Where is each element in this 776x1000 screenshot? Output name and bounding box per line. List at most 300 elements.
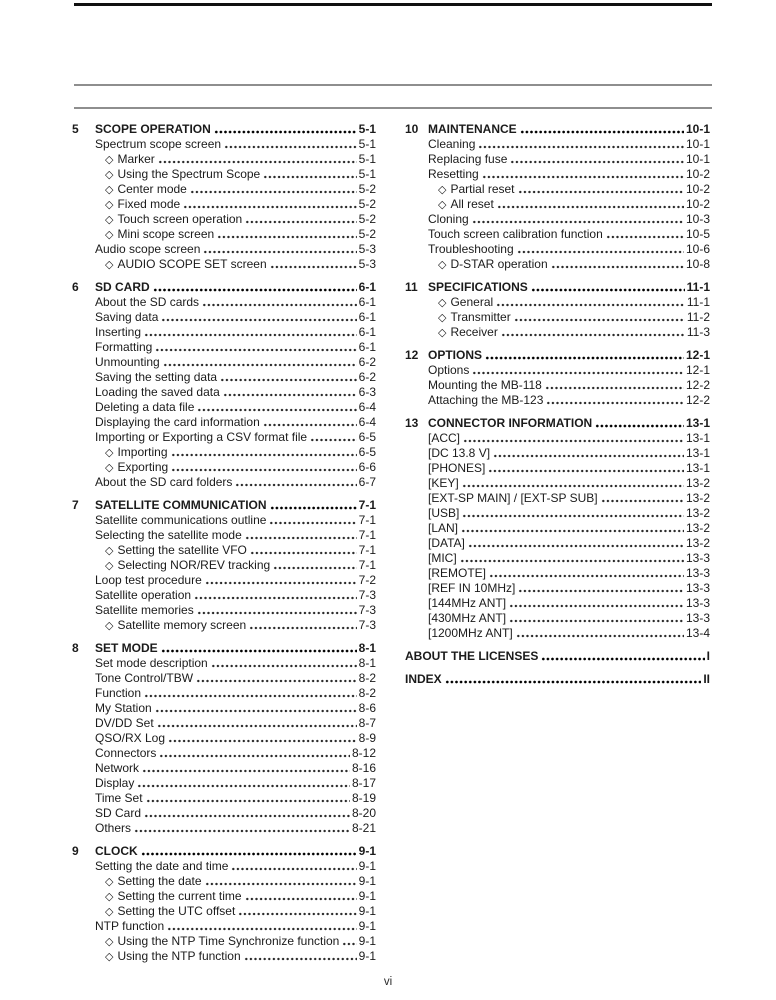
toc-entry: [405, 212, 710, 227]
entry-label: Troubleshooting: [428, 242, 514, 256]
dot-leader: [168, 731, 357, 746]
page-number: 6-4: [358, 415, 376, 429]
toc-entry: [405, 431, 710, 446]
dot-leader: [510, 152, 684, 167]
dot-leader: [249, 618, 356, 633]
page-number: 7-1: [358, 543, 376, 557]
entry-label: Touch screen calibration function: [428, 227, 603, 241]
toc-section-9: [72, 844, 376, 964]
page-number: 10-6: [685, 242, 710, 256]
dot-leader: [163, 355, 357, 370]
entry-label: Audio scope screen: [95, 242, 201, 256]
toc-section-8: [72, 641, 376, 836]
entry-label: Deleting a data file: [95, 400, 195, 414]
toc-entry: [72, 212, 376, 227]
entry-label: Setting the current time: [117, 889, 242, 903]
page-number: 12-1: [685, 363, 710, 377]
entry-label: Selecting the satellite mode: [95, 528, 242, 542]
diamond-icon: ◇: [105, 545, 114, 557]
dot-leader: [238, 904, 356, 919]
toc-entry: [405, 137, 710, 152]
chapter-title: CONNECTOR INFORMATION: [428, 416, 593, 430]
toc-entry: [405, 152, 710, 167]
dot-leader: [517, 242, 684, 257]
dot-leader: [516, 626, 684, 641]
diamond-icon: ◇: [438, 297, 447, 309]
dot-leader: [144, 325, 357, 340]
entry-label: Importing or Exporting a CSV format file: [95, 430, 308, 444]
page-number: 13-2: [685, 536, 710, 550]
entry-label: D-STAR operation: [450, 257, 548, 271]
entry-label: Tone Control/TBW: [95, 671, 194, 685]
page-number: 13-3: [685, 596, 710, 610]
diamond-icon: ◇: [438, 259, 447, 271]
toc-entry: [72, 460, 376, 475]
chapter-title: SPECIFICATIONS: [428, 280, 528, 294]
toc-section-7: [72, 498, 376, 633]
page-number: 8-6: [358, 701, 376, 715]
dot-leader: [196, 671, 357, 686]
toc-entry: [405, 227, 710, 242]
entry-label: Saving the setting data: [95, 370, 218, 384]
toc-entry: [72, 295, 376, 310]
toc-entry: [72, 701, 376, 716]
page-number: 10-3: [685, 212, 710, 226]
entry-label: Loading the saved data: [95, 385, 220, 399]
toc-entry: [72, 904, 376, 919]
page-number: 13-1: [685, 446, 710, 460]
dot-leader: [546, 393, 684, 408]
chapter-title: MAINTENANCE: [428, 122, 517, 136]
diamond-icon: ◇: [438, 312, 447, 324]
page-number: 10-1: [685, 137, 710, 151]
chapter-title: OPTIONS: [428, 348, 483, 362]
toc-section-header: [405, 649, 710, 664]
dot-leader: [144, 806, 350, 821]
dot-leader: [518, 182, 684, 197]
entry-label: Display: [95, 776, 135, 790]
diamond-icon: ◇: [105, 891, 114, 903]
page-number: 5-1: [358, 122, 376, 136]
page-number: 10-2: [685, 197, 710, 211]
entry-label: Receiver: [450, 325, 498, 339]
entry-label: NTP function: [95, 919, 165, 933]
toc-entry: [72, 182, 376, 197]
page-number: 8-1: [358, 641, 376, 655]
dot-leader: [468, 536, 684, 551]
page-number: 13-1: [685, 431, 710, 445]
dot-leader: [159, 746, 350, 761]
page-number: 11-3: [686, 325, 710, 339]
toc-entry: [72, 806, 376, 821]
entry-label: [MIC]: [428, 551, 457, 565]
diamond-icon: ◇: [438, 184, 447, 196]
toc-entry: [405, 295, 710, 310]
chapter-number: 5: [72, 122, 79, 136]
dot-leader: [601, 491, 684, 506]
chapter-title: SCOPE OPERATION: [95, 122, 211, 136]
toc-section-12: [405, 348, 710, 408]
page-number: 5-3: [358, 257, 376, 271]
page-number: 7-3: [358, 588, 376, 602]
dot-leader: [197, 603, 357, 618]
toc-entry: [405, 521, 710, 536]
dot-leader: [161, 641, 357, 656]
diamond-icon: ◇: [438, 327, 447, 339]
diamond-icon: ◇: [105, 199, 114, 211]
toc-entry: [405, 378, 710, 393]
entry-label: Using the NTP Time Synchronize function: [117, 934, 340, 948]
toc-entry: [72, 791, 376, 806]
dot-leader: [270, 498, 357, 513]
toc-entry: [405, 242, 710, 257]
toc-entry: [72, 558, 376, 573]
page-number: 8-16: [351, 761, 376, 775]
toc-column-right: [405, 122, 710, 687]
dot-leader: [137, 776, 350, 791]
page-number: 10-1: [685, 122, 710, 136]
dot-leader: [263, 167, 356, 182]
dot-leader: [606, 227, 684, 242]
diamond-icon: ◇: [105, 462, 114, 474]
dot-leader: [478, 137, 684, 152]
toc-entry: [405, 393, 710, 408]
entry-label: [DATA]: [428, 536, 465, 550]
entry-label: Resetting: [428, 167, 479, 181]
diamond-icon: ◇: [105, 906, 114, 918]
diamond-icon: ◇: [105, 951, 114, 963]
entry-label: [DC 13.8 V]: [428, 446, 491, 460]
entry-label: Satellite memories: [95, 603, 194, 617]
page-number: 9-1: [358, 934, 376, 948]
dot-leader: [551, 257, 684, 272]
dot-leader: [541, 649, 704, 664]
page-number: 6-6: [358, 460, 376, 474]
page-number: 6-1: [358, 295, 376, 309]
page-number: II: [703, 672, 710, 686]
toc-section-header: [405, 672, 710, 687]
toc-section-10: [405, 122, 710, 272]
toc-entry: [405, 596, 710, 611]
chapter-title: SET MODE: [95, 641, 158, 655]
page-number: 8-7: [358, 716, 376, 730]
entry-label: Satellite communications outline: [95, 513, 267, 527]
page-number: 13-3: [685, 611, 710, 625]
dot-leader: [263, 415, 357, 430]
dot-leader: [342, 934, 356, 949]
toc-entry: [405, 363, 710, 378]
dot-leader: [270, 257, 357, 272]
dot-leader: [462, 506, 684, 521]
toc-entry: [72, 242, 376, 257]
toc-entry: [72, 370, 376, 385]
dot-leader: [445, 672, 702, 687]
toc-entry: [72, 889, 376, 904]
dot-leader: [463, 431, 684, 446]
toc-entry: [72, 656, 376, 671]
toc-section-header: [405, 122, 710, 137]
toc-section-header: [72, 641, 376, 656]
dot-leader: [460, 551, 684, 566]
toc-entry: [72, 528, 376, 543]
chapter-title: ABOUT THE LICENSES: [405, 649, 539, 663]
dot-leader: [245, 212, 356, 227]
entry-label: Touch screen operation: [117, 212, 243, 226]
toc-entry: [72, 874, 376, 889]
toc-section-header: [405, 416, 710, 431]
diamond-icon: ◇: [105, 876, 114, 888]
dot-leader: [183, 197, 356, 212]
diamond-icon: ◇: [105, 447, 114, 459]
page-number: 10-1: [685, 152, 710, 166]
toc-entry: [405, 566, 710, 581]
dot-leader: [497, 197, 684, 212]
page-number: 13-3: [685, 551, 710, 565]
page-number: 5-1: [358, 152, 376, 166]
entry-label: AUDIO SCOPE SET screen: [117, 257, 267, 271]
chapter-number: 10: [405, 122, 419, 136]
dot-leader: [461, 521, 684, 536]
dot-leader: [205, 874, 357, 889]
entry-label: [LAN]: [428, 521, 459, 535]
entry-label: Partial reset: [450, 182, 515, 196]
diamond-icon: ◇: [105, 620, 114, 632]
chapter-title: INDEX: [405, 672, 442, 686]
toc-entry: [72, 385, 376, 400]
entry-label: Time Set: [95, 791, 143, 805]
page-number: 9-1: [358, 949, 376, 963]
page-number: 10-8: [685, 257, 710, 271]
toc-entry: [405, 611, 710, 626]
diamond-icon: ◇: [105, 936, 114, 948]
dot-leader: [509, 596, 684, 611]
toc-section-index: [405, 672, 710, 687]
header-rule-1: [74, 84, 712, 86]
toc-entry: [72, 137, 376, 152]
toc-entry: [72, 415, 376, 430]
page-number: 6-5: [358, 430, 376, 444]
toc-entry: [72, 543, 376, 558]
toc-entry: [405, 476, 710, 491]
entry-label: Importing: [117, 445, 168, 459]
page-number: 6-1: [358, 325, 376, 339]
toc-section-11: [405, 280, 710, 340]
page-number: 10-5: [685, 227, 710, 241]
page-number: 8-2: [358, 671, 376, 685]
dot-leader: [171, 445, 357, 460]
entry-label: Mounting the MB-118: [428, 378, 542, 392]
entry-label: Exporting: [117, 460, 169, 474]
page-footer-number: vi: [383, 976, 393, 988]
diamond-icon: ◇: [105, 169, 114, 181]
page-number: 13-4: [685, 626, 710, 640]
page-number: 8-19: [351, 791, 376, 805]
entry-label: Fixed mode: [117, 197, 181, 211]
page-number: 6-4: [358, 400, 376, 414]
dot-leader: [235, 475, 356, 490]
entry-label: Cleaning: [428, 137, 476, 151]
dot-leader: [472, 212, 684, 227]
chapter-title: SATELLITE COMMUNICATION: [95, 498, 267, 512]
page-number: 11-1: [686, 280, 710, 294]
page-number: 12-2: [685, 393, 710, 407]
page-number: 8-20: [351, 806, 376, 820]
toc-entry: [72, 746, 376, 761]
toc-entry: [72, 197, 376, 212]
page-number: I: [706, 649, 710, 663]
chapter-number: 9: [72, 844, 79, 858]
dot-leader: [472, 363, 684, 378]
entry-label: [USB]: [428, 506, 460, 520]
toc-entry: [405, 536, 710, 551]
entry-label: SD Card: [95, 806, 142, 820]
dot-leader: [205, 573, 357, 588]
toc-entry: [72, 671, 376, 686]
dot-leader: [245, 889, 357, 904]
dot-leader: [142, 761, 350, 776]
page-number: 8-2: [358, 686, 376, 700]
chapter-number: 6: [72, 280, 79, 294]
entry-label: Inserting: [95, 325, 142, 339]
toc-entry: [72, 325, 376, 340]
entry-label: Others: [95, 821, 132, 835]
dot-leader: [531, 280, 685, 295]
page-number: 7-1: [358, 513, 376, 527]
entry-label: [ACC]: [428, 431, 461, 445]
page-number: 13-2: [685, 506, 710, 520]
toc-section-about-the-licenses: [405, 649, 710, 664]
toc-entry: [72, 776, 376, 791]
diamond-icon: ◇: [438, 199, 447, 211]
dot-leader: [545, 378, 684, 393]
page-number: 7-2: [358, 573, 376, 587]
chapter-number: 8: [72, 641, 79, 655]
diamond-icon: ◇: [105, 259, 114, 271]
page-number: 5-2: [358, 182, 376, 196]
page-number: 13-1: [685, 416, 710, 430]
page-number: 13-3: [685, 581, 710, 595]
entry-label: Spectrum scope screen: [95, 137, 222, 151]
page-number: 9-1: [358, 859, 376, 873]
page-number: 6-5: [358, 445, 376, 459]
toc-entry: [405, 461, 710, 476]
toc-entry: [72, 949, 376, 964]
page-number: 7-1: [358, 498, 376, 512]
entry-label: Satellite operation: [95, 588, 192, 602]
dot-leader: [155, 701, 357, 716]
dot-leader: [144, 686, 357, 701]
entry-label: Function: [95, 686, 142, 700]
entry-label: Unmounting: [95, 355, 160, 369]
toc-entry: [405, 626, 710, 641]
toc-entry: [72, 588, 376, 603]
entry-label: Formatting: [95, 340, 153, 354]
toc-entry: [405, 167, 710, 182]
page-number: 13-2: [685, 476, 710, 490]
toc-entry: [72, 618, 376, 633]
dot-leader: [161, 310, 356, 325]
page-number: 8-9: [358, 731, 376, 745]
page-number: 7-1: [358, 558, 376, 572]
dot-leader: [493, 446, 684, 461]
toc-entry: [72, 355, 376, 370]
entry-label: Setting the satellite VFO: [117, 543, 247, 557]
entry-label: Connectors: [95, 746, 157, 760]
page-number: 9-1: [358, 844, 376, 858]
toc-section-6: [72, 280, 376, 490]
page-number: 6-1: [358, 280, 376, 294]
dot-leader: [202, 295, 357, 310]
header-rule-2: [74, 107, 712, 109]
toc-entry: [72, 821, 376, 836]
entry-label: Mini scope screen: [117, 227, 215, 241]
page-number: 9-1: [358, 889, 376, 903]
page-number: 6-1: [358, 310, 376, 324]
toc-entry: [72, 227, 376, 242]
entry-label: Attaching the MB-123: [428, 393, 544, 407]
toc-entry: [72, 859, 376, 874]
entry-label: Replacing fuse: [428, 152, 508, 166]
chapter-number: 7: [72, 498, 79, 512]
page-number: 7-3: [358, 618, 376, 632]
page-number: 9-1: [358, 874, 376, 888]
page-number: 9-1: [358, 904, 376, 918]
dot-leader: [141, 844, 357, 859]
entry-label: DV/DD Set: [95, 716, 154, 730]
dot-leader: [496, 295, 685, 310]
page-number: 6-7: [358, 475, 376, 489]
entry-label: [PHONES]: [428, 461, 486, 475]
page-number: 7-3: [358, 603, 376, 617]
page-number: 5-2: [358, 227, 376, 241]
dot-leader: [224, 137, 357, 152]
toc-entry: [72, 731, 376, 746]
entry-label: Displaying the card information: [95, 415, 260, 429]
dot-leader: [310, 430, 357, 445]
page-number: 10-2: [685, 182, 710, 196]
toc-entry: [405, 551, 710, 566]
chapter-number: 12: [405, 348, 419, 362]
toc-entry: [405, 197, 710, 212]
page-number: 5-1: [358, 137, 376, 151]
dot-leader: [223, 385, 357, 400]
dot-leader: [245, 528, 357, 543]
dot-leader: [171, 460, 356, 475]
toc-entry: [405, 257, 710, 272]
dot-leader: [197, 400, 356, 415]
dot-leader: [273, 558, 356, 573]
dot-leader: [269, 513, 356, 528]
page-number: 6-2: [358, 370, 376, 384]
dot-leader: [518, 581, 684, 596]
dot-leader: [462, 476, 684, 491]
toc-section-header: [72, 844, 376, 859]
dot-leader: [509, 611, 684, 626]
entry-label: [REMOTE]: [428, 566, 487, 580]
entry-label: Center mode: [117, 182, 187, 196]
page-number: 13-3: [685, 566, 710, 580]
entry-label: Saving data: [95, 310, 159, 324]
entry-label: My Station: [95, 701, 152, 715]
dot-leader: [134, 821, 350, 836]
toc-section-header: [72, 280, 376, 295]
dot-leader: [482, 167, 684, 182]
page-number: 11-1: [686, 295, 710, 309]
chapter-number: 11: [405, 280, 418, 294]
page-number: 11-2: [686, 310, 710, 324]
dot-leader: [220, 370, 357, 385]
dot-leader: [217, 227, 356, 242]
